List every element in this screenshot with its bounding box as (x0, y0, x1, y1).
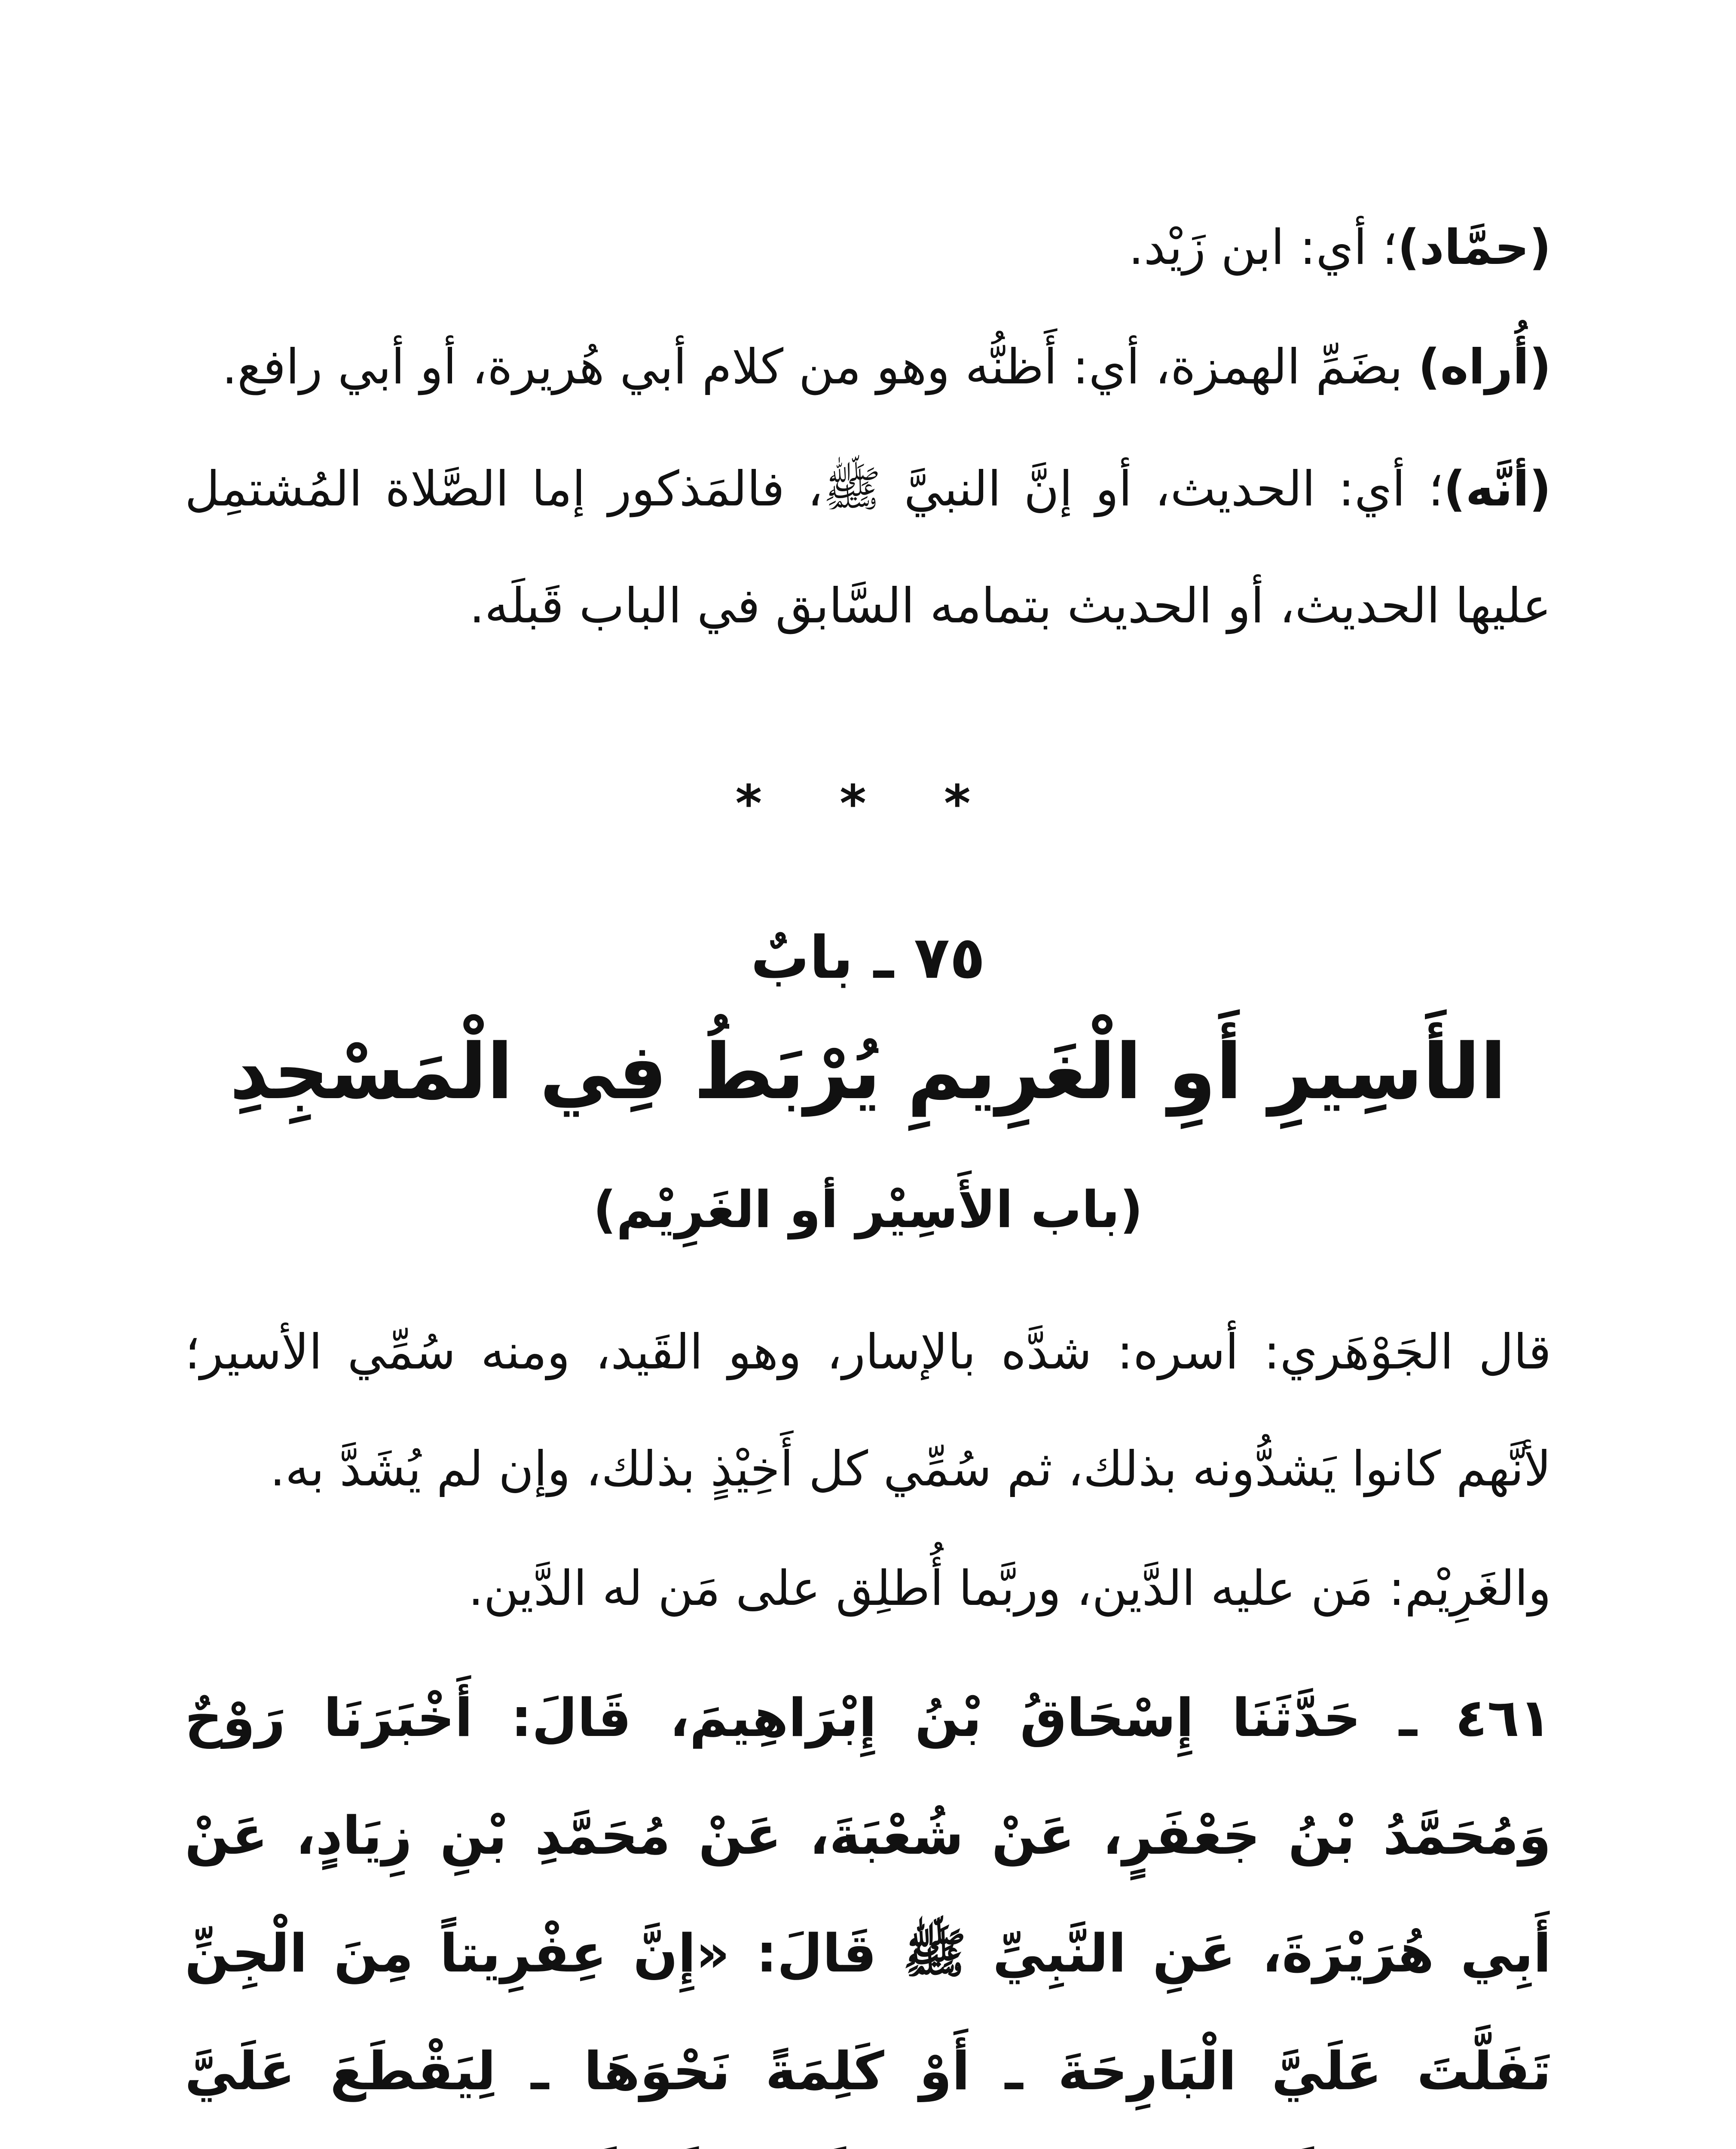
explanation-paragraph: قال الجَوْهَري: أسره: شدَّه بالإسار، وهو القَيد، ومنه سُمِّي الأسير؛ لأنَّهم كانوا يَشدُّونه بذلك، ثم سُمِّي كل أَخِيْذٍ بذلك، وإن لم يُشَدَّ به. (185, 1324, 1551, 1497)
commentary-body: بضَمِّ الهمزة، أي: أَظنُّه وهو من كلام أبي هُريرة، أو أبي رافع. (222, 339, 1418, 395)
section-separator: * * * (735, 774, 1001, 833)
explanation-paragraph: والغَرِيْم: مَن عليه الدَّين، وربَّما أُطلِق على مَن له الدَّين. (468, 1561, 1551, 1616)
commentary-lead: (أنَّه) (1443, 461, 1551, 517)
commentary-hammad (185, 189, 1551, 306)
commentary-lead: (أُراه) (1418, 339, 1551, 395)
commentary-body: ؛ أي: الحديث، أو إنَّ النبيَّ ﷺ، فالمَذكور إما الصَّلاة المُشتمِل عليها الحديث، أو الحديث بتمامه السَّابق في الباب قَبلَه. (185, 461, 1551, 634)
commentary-body: ؛ أي: ابن زَيْد. (1128, 220, 1398, 276)
commentary-section (185, 189, 1551, 664)
chapter-number: ٧٥ ـ بابٌ (751, 924, 985, 992)
chapter-subtitle: (باب الأَسِيْر أو الغَرِيْم) (593, 1180, 1143, 1239)
chapter-title: الأَسِيرِ أَوِ الْغَرِيمِ يُرْبَطُ فِي الْمَسْجِدِ (229, 1027, 1507, 1116)
hadith-text (185, 1659, 1551, 2149)
hadith-number: ٤٦١ (1455, 1687, 1551, 1748)
explanation-section (185, 1294, 1551, 1647)
commentary-lead: (حمَّاد) (1397, 220, 1551, 276)
commentary-annahu (185, 431, 1551, 664)
hadith-section (185, 1659, 1551, 2149)
commentary-urahu (185, 309, 1551, 426)
hadith-body-before: ـ حَدَّثَنَا إِسْحَاقُ بْنُ إِبْرَاهِيمَ، قَالَ: أَخْبَرَنَا رَوْحٌ وَمُحَمَّدُ بْنُ جَعْفَرٍ، عَنْ شُعْبَةَ، عَنْ مُحَمَّدِ بْنِ زِيَادٍ، عَنْ أَبِي هُرَيْرَةَ، عَنِ النَّبِيِّ ﷺ قَالَ: «إِنَّ عِفْرِيتاً مِنَ الْجِنِّ تَفَلَّتَ عَلَيَّ الْبَارِحَةَ ـ أَوْ كَلِمَةً نَحْوَهَا ـ لِيَقْطَعَ عَلَيَّ (185, 1687, 1551, 2102)
